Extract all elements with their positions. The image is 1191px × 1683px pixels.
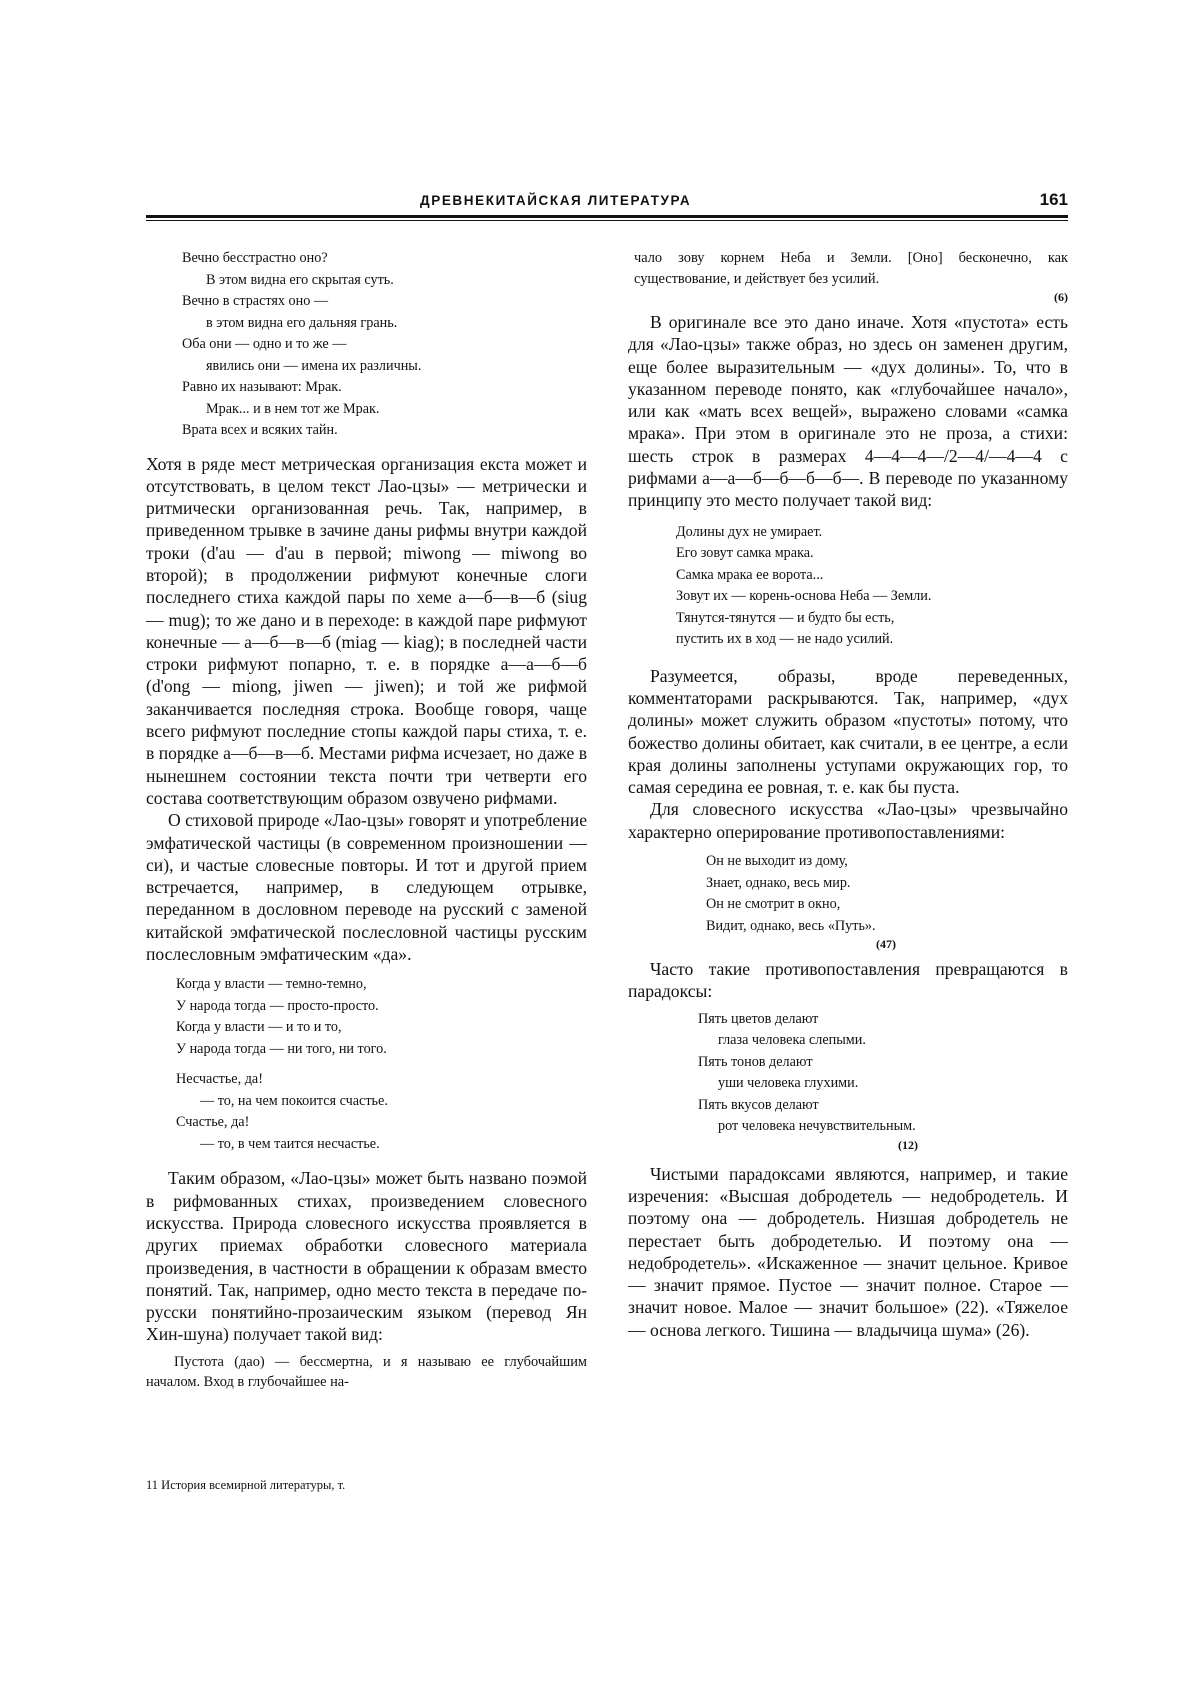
verse-line: Оба они — одно и то же —	[182, 336, 347, 352]
running-header	[146, 190, 1068, 221]
verse-line: Счастье, да!	[176, 1114, 250, 1131]
quote-translation-start: Пустота (дао) — бессмертна, и я называю ее глубочайшим началом. Вход в глубочайшее на-	[146, 1353, 587, 1390]
verse-line: уши человека глухими.	[718, 1075, 859, 1092]
verse-line: — то, в чем таится несчастье.	[200, 1135, 380, 1152]
verse-misfortune	[176, 1069, 587, 1155]
chapter-reference: (47)	[876, 937, 896, 952]
verse-line: Видит, однако, весь «Путь».	[706, 917, 876, 934]
verse-mystery	[182, 248, 587, 442]
paragraph-commentators: Разумеется, образы, вроде переведенных, комментаторами раскрываются. Так, например, «дух долины» может служить образом «пустоты» потому, что божество долины обитает, как считали, в ее центре, а если края долины заполнены уступами окружающих гор, то самая середина ее ровная, т. е. как бы пуста.	[628, 665, 1068, 798]
verse-line: Он не смотрит в окно,	[706, 896, 841, 913]
header-rule	[146, 215, 1068, 218]
left-column	[146, 248, 587, 1392]
signature-footnote: 11 История всемирной литературы, т.	[146, 1478, 346, 1492]
verse-line: явились они — имена их различны.	[206, 357, 422, 374]
verse-line: Вечно бесстрастно оно?	[182, 250, 328, 266]
verse-line: Несчастье, да!	[176, 1071, 263, 1088]
verse-line: Зовут их — корень-основа Неба — Земли.	[676, 588, 932, 605]
verse-line: Знает, однако, весь мир.	[706, 874, 851, 891]
verse-line: Мрак... и в нем тот же Мрак.	[206, 400, 380, 417]
paragraph-rhyme: Хотя в ряде мест метрическая организация екста может и отсутствовать, в целом текст Лао-цзы» — метрически и ритмически организованная речь. Так, например, в приведенном трывке в зачине даны рифмы внутри каждой троки (d'au — d'au в первой; miwong — miwong во второй); в продолжении рифмуют конечные слоги последнего стиха каждой пары по хеме а—б—в—б (siug — mug); то же дано и в переходе: в каждой паре рифмуют конечные — а—б—в—б (miag — kiag); в последней части строки рифмуют попарно, т. е. в порядке а—а—б—б (d'ong — miong, jiwen — jiwen); и той же рифмой заканчивается последняя строка. Вообще говоря, чаще всего рифмуют последние стопы каждой пары стиха, т. е. в порядке а—б—в—б. Местами рифма исчезает, но даже в нынешнем состоянии текста почти три четверти его состава соответствующим образом озвучено рифмами.	[146, 453, 587, 808]
paragraph-emphatic: О стиховой природе «Лао-цзы» говорят и употребление эмфатической частицы (в современном произношении — си), и частые словесные повторы. И тот и другой прием встречается, например, в следующем отрывке, переданном в дословном переводе на русский с заменой китайской эмфатической послесловной частицы русским послесловным эмфатическим «да».	[146, 810, 587, 965]
verse-line: Вечно в страстях оно —	[182, 293, 329, 309]
verse-five-colors	[698, 1009, 1068, 1138]
verse-line: Его зовут самка мрака.	[676, 545, 814, 562]
verse-line: глаза человека слепыми.	[718, 1032, 866, 1049]
paragraph-paradoxes-intro: Часто такие противопоставления превращаются в парадоксы:	[628, 959, 1068, 1002]
page-number: 161	[1039, 190, 1068, 209]
verse-line: В этом видна его скрытая суть.	[206, 271, 394, 288]
verse-line: Пять вкусов делают	[698, 1096, 819, 1113]
running-title: ДРЕВНЕКИТАЙСКАЯ ЛИТЕРАТУРА	[420, 193, 692, 208]
verse-power	[176, 974, 587, 1060]
paragraph-poem: Таким образом, «Лао-цзы» может быть названо поэмой в рифмованных стихах, произведением словесного искусства. Природа словесного искусства проявляется в других приемах обработки словесного материала произведения, в частности в обращении к образам вместо понятий. Так, например, одно место текста в передаче по-русски понятийно-прозаическим языком (перевод Ян Хин-шуна) получает такой вид:	[146, 1168, 587, 1345]
verse-line: Равно их называют: Мрак.	[182, 379, 342, 395]
verse-line: в этом видна его дальняя грань.	[206, 314, 398, 331]
verse-line: Врата всех и всяких тайн.	[182, 422, 338, 438]
chapter-reference: (6)	[1054, 290, 1068, 304]
verse-line: Долины дух не умирает.	[676, 523, 823, 540]
verse-line: Пять цветов делают	[698, 1010, 819, 1027]
paragraph-oppositions: Для словесного искусства «Лао-цзы» чрезвычайно характерно оперирование противопоставлениями:	[628, 799, 1068, 842]
verse-line: Самка мрака ее ворота...	[676, 566, 824, 583]
verse-line: Когда у власти — темно-темно,	[176, 976, 367, 993]
paragraph-pure-paradoxes: Чистыми парадоксами являются, например, и такие изречения: «Высшая добродетель — недобродетель. И поэтому она — добродетель. Низшая добродетель не перестает быть добродетелью. И поэтому она — недобродетель». «Искаженное — значит цельное. Кривое — значит прямое. Пустое — значит полное. Старое — значит новое. Малое — значит большое» (22). «Тяжелое — основа легкого. Тишина — владычица шума» (26).	[628, 1163, 1068, 1340]
verse-line: Тянутся-тянутся — и будто бы есть,	[676, 609, 895, 626]
right-column	[628, 248, 1068, 1341]
verse-line: У народа тогда — просто-просто.	[176, 997, 379, 1014]
verse-line: — то, на чем покоится счастье.	[200, 1092, 388, 1109]
chapter-reference: (12)	[898, 1137, 918, 1152]
verse-line: Он не выходит из дому,	[706, 853, 848, 870]
header-rule-thin	[146, 220, 1068, 221]
quote-translation-end: чало зову корнем Неба и Земли. [Оно] бесконечно, как существование, и действует без усилий.	[634, 250, 1068, 287]
verse-not-leaving-home	[706, 851, 1068, 937]
verse-valley-spirit	[676, 522, 1068, 651]
verse-line: Когда у власти — и то и то,	[176, 1019, 342, 1036]
verse-line: У народа тогда — ни того, ни того.	[176, 1040, 387, 1057]
verse-line: Пять тонов делают	[698, 1053, 813, 1070]
paragraph-original: В оригинале все это дано иначе. Хотя «пустота» есть для «Лао-цзы» также образ, но здесь он заменен другим, еще более выразительным — «дух долины». То, что в указанном переводе понято, как «глубочайшее начало», или как «мать всех вещей», выражено словами «самка мрака». При этом в оригинале это не проза, а стихи: шесть строк в размерах 4—4—4—/2—4/—4—4 с рифмами а—а—б—б—б—б—. В переводе по указанному принципу это место получает такой вид:	[628, 312, 1068, 511]
verse-line: рот человека нечувствительным.	[718, 1118, 916, 1135]
verse-line: пустить их в ход — не надо усилий.	[676, 631, 894, 648]
